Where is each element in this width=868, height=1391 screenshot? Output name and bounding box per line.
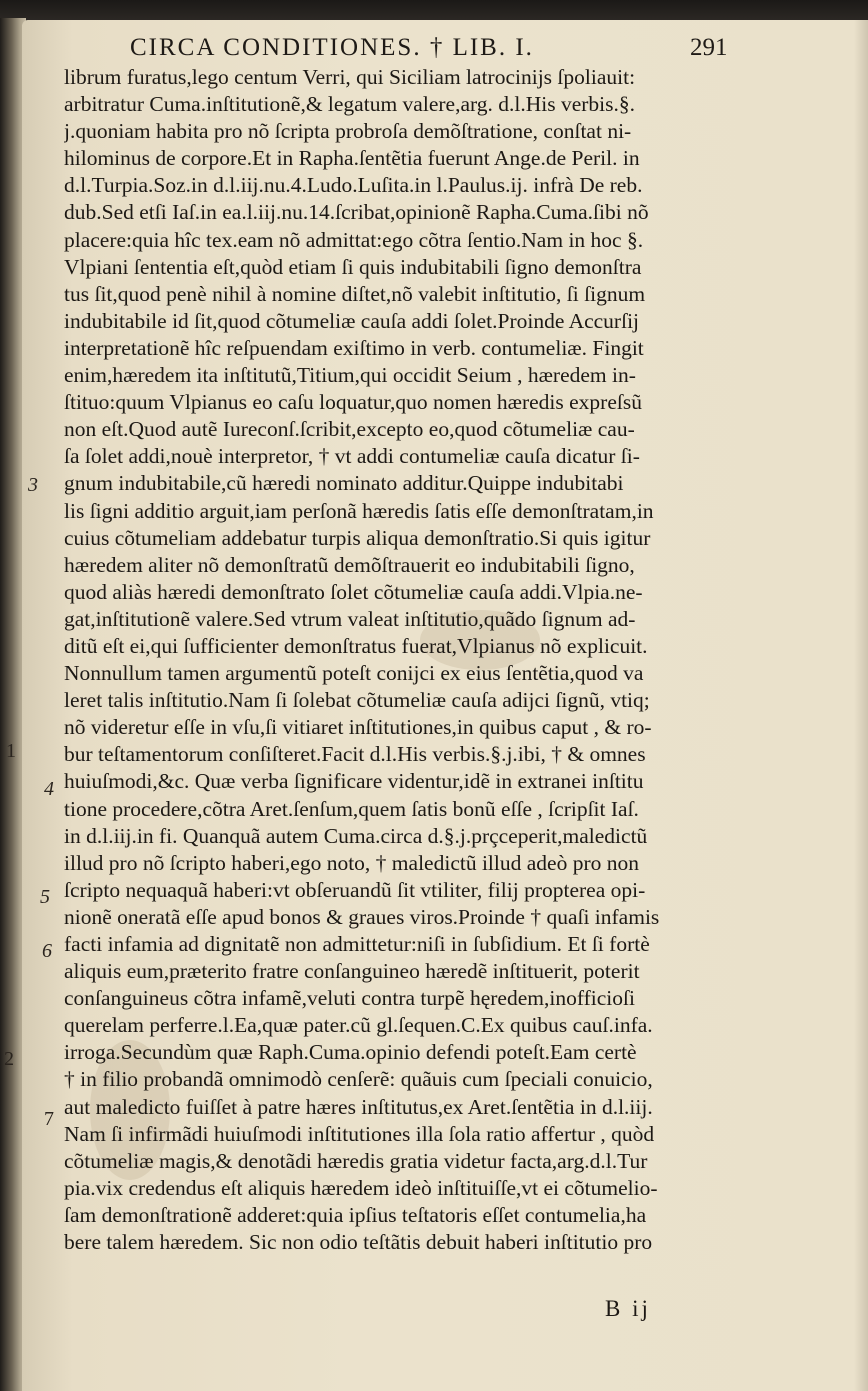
text-line: in d.l.iij.in fi. Quanquã autem Cuma.circa d.§.j.prçceperit,maledictũ (64, 823, 648, 848)
text-line: librum furatus,lego centum Verri, qui Siciliam latrocinijs ſpoliauit: (64, 65, 636, 89)
text-line: quod aliàs hæredi demonſtrato ſolet cõtumeliæ cauſa addi.Vlpia.ne- (64, 579, 643, 604)
margin-note-number: 5 (40, 886, 50, 908)
text-line: Nam ſi infirmãdi huiuſmodi inſtitutiones illa ſola ratio affertur , quòd (64, 1121, 655, 1146)
text-line: conſanguineus cõtra infamẽ,veluti contra turpẽ hęredem,inofficioſi (64, 986, 635, 1011)
text-line: bere talem hæredem. Sic non odio teſtãtis debuit haberi inſtitutio pro (64, 1230, 653, 1255)
text-line: d.l.Turpia.Soz.in d.l.iij.nu.4.Ludo.Luſita.in l.Paulus.ij. infrà De reb. (64, 173, 643, 198)
text-line: lis ſigni additio arguit,iam perſonã hæredis ſatis eſſe demonſtratam,in (64, 498, 654, 523)
text-line: bur teſtamentorum conſiſteret.Facit d.l.His verbis.§.j.ibi, † & omnes (64, 742, 646, 767)
running-title: CIRCA CONDITIONES. † LIB. I. (130, 34, 534, 61)
text-line: dub.Sed etſi Iaſ.in ea.l.iij.nu.14.ſcribat,opinionẽ Rapha.Cuma.ſibi nõ (64, 200, 649, 225)
text-line: enim,hæredem ita inſtitutũ,Titium,qui occidit Seium , hæredem in- (64, 363, 636, 388)
text-line: ſtituo:quum Vlpianus eo caſu loquatur,quo nomen hæredis expreſsũ (64, 390, 642, 415)
text-line: cõtumeliæ magis,& denotãdi hæredis gratia videtur facta,arg.d.l.Tur (64, 1148, 648, 1173)
text-line: ſam demonſtrationẽ adderet:quia ipſius teſtatoris eſſet contumelia,ha (64, 1202, 647, 1227)
text-line: Nonnullum tamen argumentũ poteſt conijci ex eius ſentẽtia,quod va (64, 661, 644, 686)
text-line: ditũ eſt ei,qui ſufficienter demonſtratus fuerat,Vlpianus nõ explicuit. (64, 633, 648, 658)
text-line: huiuſmodi,&c. Quæ verba ſignificare videntur,idẽ in extranei inſtitu (64, 769, 644, 794)
margin-note-number: 4 (44, 778, 54, 800)
margin-note-number: 1 (6, 740, 16, 762)
text-line: ſa ſolet addi,nouè interpretor, † vt addi contumeliæ cauſa dicatur ſi- (64, 444, 640, 469)
page-number: 291 (690, 34, 728, 61)
text-line: leret talis inſtitutio.Nam ſi ſolebat cõtumeliæ cauſa adijci ſignũ, vtiq; (64, 688, 650, 713)
text-line: tione procedere,cõtra Aret.ſenſum,quem ſatis bonũ eſſe , ſcripſit Iaſ. (64, 796, 639, 821)
text-line: non eſt.Quod autẽ Iureconſ.ſcribit,excepto eo,quod cõtumeliæ cau- (64, 417, 635, 442)
text-line: cuius cõtumeliam addebatur turpis aliqua demonſtratio.Si quis igitur (64, 525, 651, 550)
text-line: facti infamia ad dignitatẽ non admittetur:niſi in ſubſidium. Et ſi fortè (64, 932, 650, 956)
text-line: nionẽ oneratã eſſe apud bonos & graues viros.Proinde † quaſi infamis (64, 904, 660, 929)
margin-note-number: 3 (28, 474, 38, 496)
text-line: gat,inſtitutionẽ valere.Sed vtrum valeat inſtitutio,quãdo ſignum ad- (64, 606, 636, 631)
text-line: gnum indubitabile,cũ hæredi nominato additur.Quippe indubitabi (64, 471, 624, 496)
text-line: tus ſit,quod penè nihil à nomine diſtet,nõ valebit inſtitutio, ſi ſignum (64, 281, 646, 306)
text-line: interpretationẽ hîc reſpuendam exiſtimo in verb. contumeliæ. Fingit (64, 335, 644, 360)
text-line: ſcripto nequaquã haberi:vt obſeruandũ ſit vtiliter, filij propterea opi- (64, 877, 646, 902)
signature-mark: B ij (605, 1296, 651, 1321)
margin-note-number: 2 (4, 1048, 14, 1070)
text-line: aliquis eum,præterito fratre conſanguineo hæredẽ inſtituerit, poterit (64, 959, 640, 984)
text-line: hæredem aliter nõ demonſtratũ demõſtrauerit eo indubitabili ſigno, (64, 552, 635, 577)
text-line: † in filio probandã omnimodò cenſerẽ: quãuis cum ſpeciali conuicio, (64, 1067, 653, 1092)
margin-note-number: 6 (42, 940, 52, 962)
text-line: aut maledicto fuiſſet à patre hæres inſtitutus,ex Aret.ſentẽtia in d.l.iij. (64, 1094, 653, 1119)
text-line: irroga.Secundùm quæ Raph.Cuma.opinio defendi poteſt.Eam certè (64, 1040, 637, 1065)
text-line: querelam perferre.l.Ea,quæ pater.cũ gl.ſequen.C.Ex quibus cauſ.infa. (64, 1013, 653, 1038)
margin-note-number: 7 (44, 1108, 54, 1130)
scan-top-shadow (0, 0, 868, 22)
text-line: pia.vix credendus eſt aliquis hæredem ideò inſtituiſſe,vt ei cõtumelio- (64, 1175, 658, 1200)
text-line: hilominus de corpore.Et in Rapha.ſentẽtia fuerunt Ange.de Peril. in (64, 146, 640, 171)
text-line: placere:quia hîc tex.eam nõ admittat:ego cõtra ſentio.Nam in hoc §. (64, 227, 644, 252)
text-line: j.quoniam habita pro nõ ſcripta probroſa demõſtratione, conſtat ni- (64, 119, 632, 144)
text-line: nõ videretur eſſe in vſu,ſi vitiaret inſtitutiones,in quibus caput , & ro- (64, 715, 652, 740)
page-edge-shadow (854, 20, 868, 1391)
page-header (130, 34, 830, 68)
body-text-block (64, 64, 844, 1256)
text-line: arbitratur Cuma.inſtitutionẽ,& legatum valere,arg. d.l.His verbis.§. (64, 92, 636, 117)
text-line: Vlpiani ſententia eſt,quòd etiam ſi quis indubitabili ſigno demonſtra (64, 254, 642, 279)
text-line: indubitabile id ſit,quod cõtumeliæ cauſa addi ſolet.Proinde Accurſij (64, 308, 640, 333)
text-line: illud pro nõ ſcripto haberi,ego noto, † maledictũ illud adeò pro non (64, 850, 639, 875)
